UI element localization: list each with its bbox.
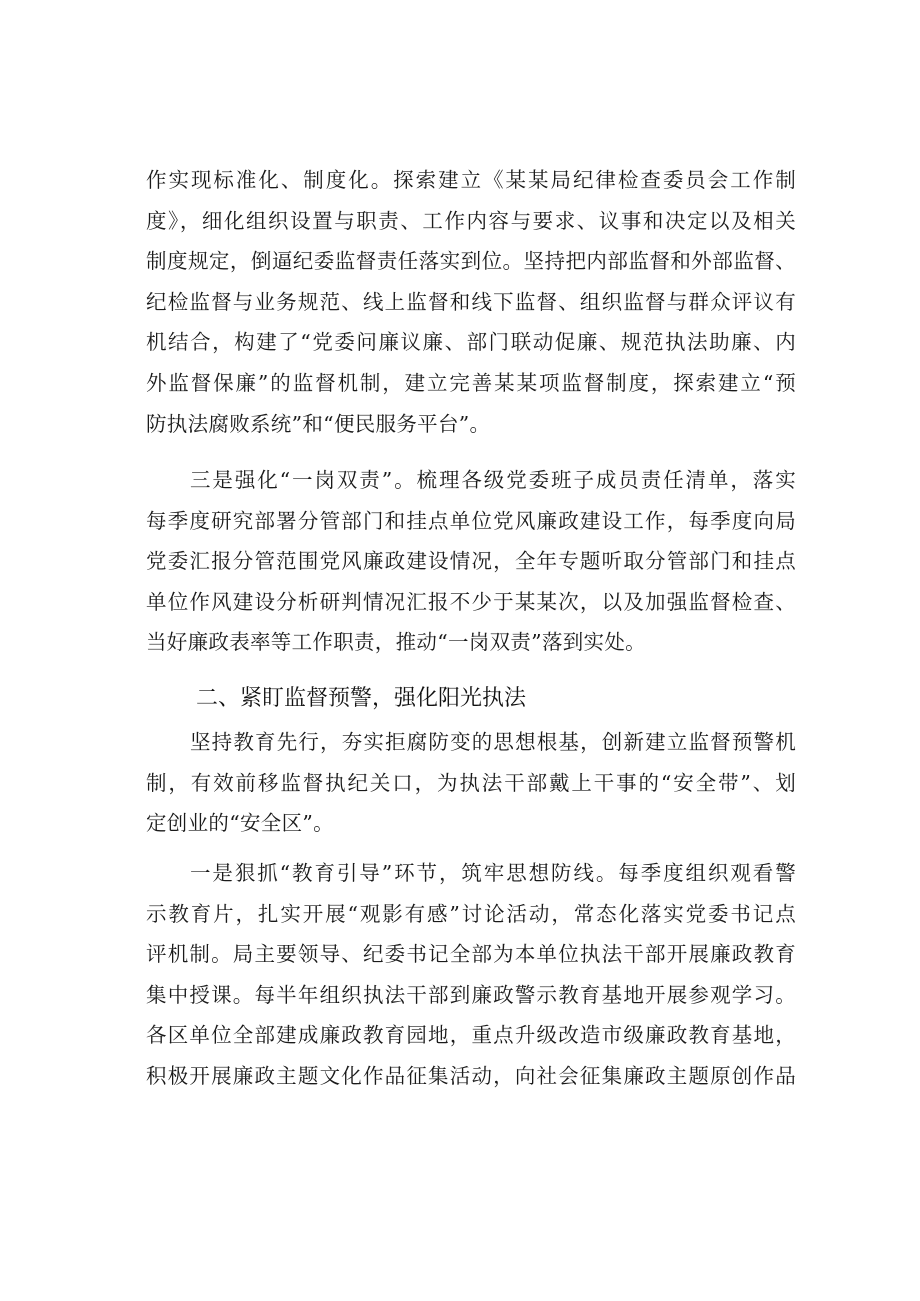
text-line: 外监督保廉”的监督机制，建立完善某某项监督制度，探索建立“预 xyxy=(146,370,796,395)
text-line: 单位作风建设分析研判情况汇报不少于某某次，以及加强监督检查、 xyxy=(146,589,796,614)
paragraph-4 xyxy=(146,853,796,1097)
text-line: 每季度研究部署分管部门和挂点单位党风廉政建设工作，每季度向局 xyxy=(146,508,796,533)
text-line: 作实现标准化、制度化。探索建立《某某局纪律检查委员会工作制 xyxy=(146,168,796,192)
text-line: 机结合，构建了“党委问廉议廉、部门联动促廉、规范执法助廉、内 xyxy=(146,330,796,355)
text-line: 积极开展廉政主题文化作品征集活动，向社会征集廉政主题原创作品 xyxy=(146,1063,796,1088)
text-line: 党委汇报分管范围党风廉政建设情况，全年专题听取分管部门和挂点 xyxy=(146,549,796,574)
paragraph-3 xyxy=(146,722,796,844)
text-line: 当好廉政表率等工作职责，推动“一岗双责”落到实处。 xyxy=(146,630,646,655)
text-line: 防执法腐败系统”和“便民服务平台”。 xyxy=(146,411,491,436)
text-line: 度》，细化组织设置与职责、工作内容与要求、议事和决定以及相关 xyxy=(146,208,796,233)
text-line: 评机制。局主要领导、纪委书记全部为本单位执法干部开展廉政教育 xyxy=(146,942,796,967)
text-line: 示教育片，扎实开展“观影有感”讨论活动，常态化落实党委书记点 xyxy=(146,901,796,926)
text-line: 一是狠抓“教育引导”环节，筑牢思想防线。每季度组织观看警 xyxy=(190,861,796,885)
text-line: 各区单位全部建成廉政教育园地，重点升级改造市级廉政教育基地， xyxy=(146,1023,796,1048)
text-line: 制，有效前移监督执纪关口，为执法干部戴上干事的“安全带”、划 xyxy=(146,770,796,795)
text-line: 定创业的“安全区”。 xyxy=(146,811,334,836)
paragraph-2 xyxy=(146,460,796,663)
text-line: 三是强化“一岗双责”。梳理各级党委班子成员责任清单，落实 xyxy=(190,468,796,492)
section-heading: 二、紧盯监督预警，强化阳光执法 xyxy=(196,686,527,711)
text-line: 制度规定，倒逼纪委监督责任落实到位。坚持把内部监督和外部监督、 xyxy=(146,249,796,274)
text-line: 纪检监督与业务规范、线上监督和线下监督、组织监督与群众评议有 xyxy=(146,289,796,314)
paragraph-1 xyxy=(146,160,796,444)
text-line: 集中授课。每半年组织执法干部到廉政警示教育基地开展参观学习。 xyxy=(146,982,796,1007)
text-line: 坚持教育先行，夯实拒腐防变的思想根基，创新建立监督预警机 xyxy=(190,730,796,754)
